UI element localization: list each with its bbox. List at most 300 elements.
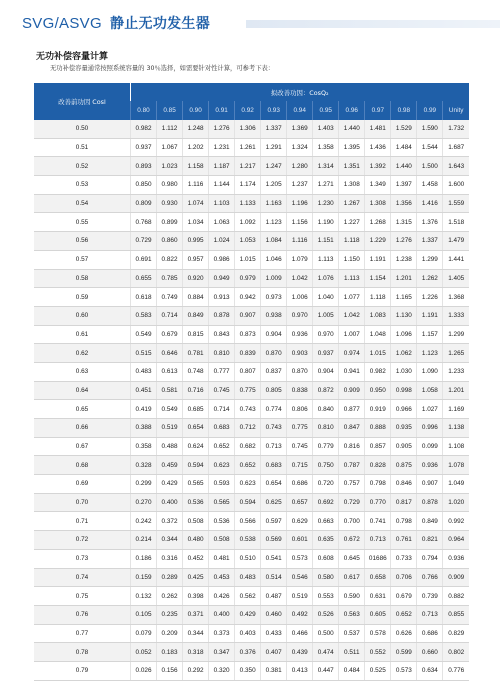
table-cell: 1.395 <box>339 138 365 157</box>
table-cell: 1.092 <box>235 213 261 232</box>
table-row <box>34 120 469 138</box>
table-cell: 1.074 <box>183 194 209 213</box>
table-cell: 0.815 <box>183 325 209 344</box>
row-label: 0.50 <box>34 120 131 138</box>
table-cell: 0.549 <box>157 400 183 419</box>
table-cell: 1.113 <box>313 250 339 269</box>
title-decoration-bar <box>246 20 500 28</box>
table-cell: 1.150 <box>339 250 365 269</box>
table-cell: 0.884 <box>183 288 209 307</box>
table-cell: 0.623 <box>209 456 235 475</box>
table-row <box>34 138 469 157</box>
table-cell: 0.459 <box>157 456 183 475</box>
table-cell: 1.156 <box>287 213 313 232</box>
table-cell: 0.626 <box>391 624 417 643</box>
table-cell: 1.130 <box>391 306 417 325</box>
table-cell: 1.030 <box>391 362 417 381</box>
table-cell: 1.058 <box>417 381 443 400</box>
table-cell: 1.202 <box>183 138 209 157</box>
table-row <box>34 176 469 195</box>
table-cell: 0.877 <box>339 400 365 419</box>
table-cell: 0.605 <box>365 605 391 624</box>
table-cell: 0.816 <box>339 437 365 456</box>
table-cell: 1.308 <box>365 194 391 213</box>
table-cell: 0.652 <box>209 437 235 456</box>
table-cell: 0.388 <box>131 419 157 438</box>
table-cell: 1.005 <box>313 306 339 325</box>
table-cell: 0.214 <box>131 531 157 550</box>
table-cell: 0.817 <box>391 493 417 512</box>
table-cell: 0.372 <box>157 512 183 531</box>
table-cell: 1.351 <box>339 157 365 176</box>
table-cell: 0.941 <box>339 362 365 381</box>
table-cell: 0.733 <box>391 549 417 568</box>
table-cell: 0.903 <box>287 344 313 363</box>
table-cell: 0.433 <box>261 624 287 643</box>
table-cell: 0.526 <box>313 605 339 624</box>
table-cell: 0.500 <box>313 624 339 643</box>
table-cell: 0.634 <box>417 661 443 680</box>
row-label: 0.68 <box>34 456 131 475</box>
table-cell: 0.770 <box>365 493 391 512</box>
table-cell: 0.878 <box>417 493 443 512</box>
table-cell: 0.839 <box>235 344 261 363</box>
table-cell: 0.913 <box>209 288 235 307</box>
table-row <box>34 531 469 550</box>
table-cell: 0.519 <box>157 419 183 438</box>
table-cell: 0.541 <box>261 549 287 568</box>
row-label: 0.54 <box>34 194 131 213</box>
table-row <box>34 250 469 269</box>
table-cell: 0.617 <box>339 568 365 587</box>
table-cell: 0.785 <box>157 269 183 288</box>
table-cell: 0.235 <box>157 605 183 624</box>
table-cell: 0.515 <box>131 344 157 363</box>
table-cell: 0.757 <box>339 475 365 494</box>
table-cell: 0.716 <box>183 381 209 400</box>
table-row <box>34 400 469 419</box>
table-cell: 0.270 <box>131 493 157 512</box>
table-cell: 0.657 <box>287 493 313 512</box>
row-label: 0.75 <box>34 587 131 606</box>
table-cell: 0.919 <box>365 400 391 419</box>
table-cell: 0.847 <box>339 419 365 438</box>
table-cell: 0.720 <box>313 475 339 494</box>
table-cell: 0.905 <box>391 437 417 456</box>
table-cell: 0.289 <box>157 568 183 587</box>
title-cn: 静止无功发生器 <box>109 16 211 32</box>
table-cell: 1.600 <box>443 176 469 195</box>
table-cell: 0.810 <box>209 344 235 363</box>
row-label: 0.51 <box>34 138 131 157</box>
table-cell: 0.714 <box>157 306 183 325</box>
table-cell: 0.828 <box>365 456 391 475</box>
table-cell: 0.581 <box>157 381 183 400</box>
table-cell: 0.745 <box>287 437 313 456</box>
table-cell: 1.169 <box>443 400 469 419</box>
table-cell: 0.822 <box>157 250 183 269</box>
table-cell: 0.691 <box>131 250 157 269</box>
table-cell: 0.986 <box>209 250 235 269</box>
table-cell: 0.982 <box>365 362 391 381</box>
section-title: 无功补偿容量计算 <box>36 52 109 62</box>
table-cell: 0.875 <box>391 456 417 475</box>
table-cell: 0.318 <box>183 643 209 662</box>
table-cell: 0.480 <box>183 531 209 550</box>
table-cell: 0.514 <box>261 568 287 587</box>
table-cell: 1.163 <box>261 194 287 213</box>
column-header: 0.99 <box>417 101 443 120</box>
table-cell: 1.042 <box>287 269 313 288</box>
table-cell: 0.838 <box>287 381 313 400</box>
table-cell: 0.672 <box>339 531 365 550</box>
table-cell: 0.580 <box>313 568 339 587</box>
table-cell: 0.156 <box>157 661 183 680</box>
table-cell: 1.237 <box>287 176 313 195</box>
row-label: 0.77 <box>34 624 131 643</box>
table-cell: 1.118 <box>365 288 391 307</box>
table-cell: 0.618 <box>131 288 157 307</box>
table-row <box>34 419 469 438</box>
table-cell: 0.413 <box>287 661 313 680</box>
table-cell: 1.063 <box>209 213 235 232</box>
table-cell: 0.872 <box>313 381 339 400</box>
table-cell: 0.373 <box>209 624 235 643</box>
table-cell: 0.447 <box>313 661 339 680</box>
table-cell: 0.624 <box>183 437 209 456</box>
table-cell: 0.849 <box>183 306 209 325</box>
table-cell: 0.802 <box>443 643 469 662</box>
table-cell: 0.729 <box>339 493 365 512</box>
table-cell: 0.686 <box>417 624 443 643</box>
table-cell: 1.271 <box>313 176 339 195</box>
table-cell: 0.105 <box>131 605 157 624</box>
table-cell: 0.159 <box>131 568 157 587</box>
table-cell: 0.429 <box>157 475 183 494</box>
table-cell: 0.511 <box>339 643 365 662</box>
table-cell: 0.492 <box>287 605 313 624</box>
table-cell: 0.686 <box>287 475 313 494</box>
table-cell: 1.083 <box>365 306 391 325</box>
table-cell: 1.405 <box>443 269 469 288</box>
table-row <box>34 288 469 307</box>
table-row <box>34 605 469 624</box>
table-row <box>34 568 469 587</box>
table-cell: 0.663 <box>313 512 339 531</box>
table-cell: 0.328 <box>131 456 157 475</box>
row-label: 0.78 <box>34 643 131 662</box>
table-cell: 0.936 <box>287 325 313 344</box>
table-cell: 0.692 <box>313 493 339 512</box>
row-label: 0.52 <box>34 157 131 176</box>
table-cell: 0.970 <box>313 325 339 344</box>
table-row <box>34 661 469 680</box>
table-row <box>34 325 469 344</box>
table-cell: 1.280 <box>287 157 313 176</box>
table-cell: 0.840 <box>313 400 339 419</box>
table-cell: 0.347 <box>209 643 235 662</box>
table-cell: 0.398 <box>183 587 209 606</box>
table-cell: 1.034 <box>183 213 209 232</box>
table-cell: 0.950 <box>365 381 391 400</box>
table-cell: 0.483 <box>131 362 157 381</box>
table-cell: 1.230 <box>313 194 339 213</box>
table-cell: 1.113 <box>339 269 365 288</box>
table-cell: 0.949 <box>209 269 235 288</box>
table-cell: 0.745 <box>209 381 235 400</box>
table-cell: 0.936 <box>443 549 469 568</box>
table-cell: 0.599 <box>391 643 417 662</box>
table-cell: 0.299 <box>131 475 157 494</box>
table-cell: 1.337 <box>417 232 443 251</box>
table-cell: 1.133 <box>235 194 261 213</box>
table-row <box>34 624 469 643</box>
table-cell: 1.233 <box>443 362 469 381</box>
table-cell: 0.079 <box>131 624 157 643</box>
table-cell: 1.079 <box>287 250 313 269</box>
table-cell: 0.860 <box>157 232 183 251</box>
table-cell: 1.053 <box>235 232 261 251</box>
table-cell: 1.441 <box>443 250 469 269</box>
table-cell: 0.183 <box>157 643 183 662</box>
table-cell: 0.683 <box>209 419 235 438</box>
table-cell: 0.855 <box>443 605 469 624</box>
table-cell: 1.020 <box>443 493 469 512</box>
table-cell: 1.440 <box>339 120 365 138</box>
table-row <box>34 194 469 213</box>
table-cell: 1.500 <box>417 157 443 176</box>
table-cell: 1.306 <box>235 120 261 138</box>
row-label: 0.79 <box>34 661 131 680</box>
table-cell: 0.713 <box>365 531 391 550</box>
table-cell: 1.116 <box>287 232 313 251</box>
table-cell: 1.116 <box>183 176 209 195</box>
table-cell: 0.982 <box>131 120 157 138</box>
row-label: 0.53 <box>34 176 131 195</box>
table-cell: 1.024 <box>209 232 235 251</box>
table-row <box>34 213 469 232</box>
row-label: 0.58 <box>34 269 131 288</box>
column-header: 0.95 <box>313 101 339 120</box>
table-cell: 0.376 <box>235 643 261 662</box>
table-cell: 0.593 <box>209 475 235 494</box>
table-cell: 0.546 <box>287 568 313 587</box>
column-header: 0.97 <box>365 101 391 120</box>
table-cell: 1.096 <box>391 325 417 344</box>
table-cell: 0.645 <box>339 549 365 568</box>
table-cell: 0.052 <box>131 643 157 662</box>
table-cell: 0.938 <box>261 306 287 325</box>
table-cell: 1.205 <box>261 176 287 195</box>
table-cell: 0.407 <box>261 643 287 662</box>
table-cell: 0.625 <box>261 493 287 512</box>
table-row <box>34 493 469 512</box>
table-cell: 1.403 <box>313 120 339 138</box>
table-cell: 1.229 <box>365 232 391 251</box>
table-cell: 0.487 <box>261 587 287 606</box>
table-cell: 0.594 <box>183 456 209 475</box>
table-row <box>34 362 469 381</box>
table-cell: 0.660 <box>417 643 443 662</box>
row-label: 0.70 <box>34 493 131 512</box>
table-cell: 0.909 <box>339 381 365 400</box>
table-cell: 0.562 <box>235 587 261 606</box>
table-cell: 1.356 <box>391 194 417 213</box>
table-cell: 0.920 <box>183 269 209 288</box>
table-cell: 0.578 <box>365 624 391 643</box>
table-cell: 0.974 <box>339 344 365 363</box>
table-cell: 0.798 <box>365 475 391 494</box>
table-cell: 0.683 <box>261 456 287 475</box>
table-cell: 1.324 <box>287 138 313 157</box>
table-cell: 1.559 <box>443 194 469 213</box>
table-cell: 0.350 <box>235 661 261 680</box>
table-cell: 0.623 <box>235 475 261 494</box>
table-cell: 0.888 <box>365 419 391 438</box>
table-cell: 1.333 <box>443 306 469 325</box>
table-cell: 1.337 <box>261 120 287 138</box>
table-cell: 0.966 <box>391 400 417 419</box>
table-cell: 0.344 <box>183 624 209 643</box>
table-cell: 1.416 <box>417 194 443 213</box>
table-cell: 0.613 <box>157 362 183 381</box>
table-cell: 0.358 <box>131 437 157 456</box>
row-label: 0.63 <box>34 362 131 381</box>
table-cell: 0.776 <box>443 661 469 680</box>
table-cell: 1.268 <box>365 213 391 232</box>
table-cell: 1.191 <box>365 250 391 269</box>
table-cell: 0.907 <box>417 475 443 494</box>
table-cell: 0.980 <box>157 176 183 195</box>
table-cell: 1.458 <box>417 176 443 195</box>
table-cell: 1.217 <box>235 157 261 176</box>
table-cell: 0.909 <box>443 568 469 587</box>
table-cell: 0.930 <box>157 194 183 213</box>
table-cell: 1.165 <box>391 288 417 307</box>
table-cell: 0.904 <box>313 362 339 381</box>
table-cell: 0.601 <box>287 531 313 550</box>
section-description: 无功补偿容量通常按照系统容量的 30％选择，如需要针对性计算，可参考下表： <box>50 65 275 72</box>
row-label: 0.71 <box>34 512 131 531</box>
table-cell: 0.451 <box>131 381 157 400</box>
table-cell: 0.646 <box>157 344 183 363</box>
table-cell: 0.320 <box>209 661 235 680</box>
table-row <box>34 232 469 251</box>
table-cell: 0.381 <box>261 661 287 680</box>
table-cell: 1.227 <box>339 213 365 232</box>
table-cell: 0.899 <box>157 213 183 232</box>
table-cell: 0.583 <box>131 306 157 325</box>
table-cell: 0.882 <box>443 587 469 606</box>
table-cell: 1.077 <box>339 288 365 307</box>
table-cell: 1.201 <box>391 269 417 288</box>
table-cell: 0.536 <box>209 512 235 531</box>
table-cell: 0.970 <box>287 306 313 325</box>
table-cell: 0.766 <box>417 568 443 587</box>
table-cell: 0.565 <box>183 475 209 494</box>
table-cell: 1.187 <box>209 157 235 176</box>
table-cell: 0.741 <box>365 512 391 531</box>
table-cell: 0.936 <box>417 456 443 475</box>
table-cell: 0.026 <box>131 661 157 680</box>
table-cell: 1.023 <box>157 157 183 176</box>
table-cell: 0.685 <box>183 400 209 419</box>
table-cell: 0.748 <box>183 362 209 381</box>
column-header: 0.96 <box>339 101 365 120</box>
table-row <box>34 475 469 494</box>
row-label: 0.61 <box>34 325 131 344</box>
table-cell: 0.563 <box>339 605 365 624</box>
row-label: 0.59 <box>34 288 131 307</box>
table-cell: 1.397 <box>391 176 417 195</box>
table-cell: 0.553 <box>313 587 339 606</box>
table-cell: 0.403 <box>235 624 261 643</box>
table-cell: 0.992 <box>443 512 469 531</box>
table-cell: 1.376 <box>417 213 443 232</box>
table-cell: 1.315 <box>391 213 417 232</box>
table-cell: 1.118 <box>339 232 365 251</box>
table-cell: 0.292 <box>183 661 209 680</box>
table-cell: 0.777 <box>209 362 235 381</box>
table-cell: 0.996 <box>417 419 443 438</box>
table-cell: 1.067 <box>157 138 183 157</box>
table-cell: 0.779 <box>313 437 339 456</box>
table-cell: 1.481 <box>365 120 391 138</box>
table-cell: 1.103 <box>209 194 235 213</box>
table-cell: 0.935 <box>391 419 417 438</box>
table-cell: 1.479 <box>443 232 469 251</box>
table-cell: 1.226 <box>417 288 443 307</box>
table-cell: 1.006 <box>287 288 313 307</box>
table-cell: 0.510 <box>235 549 261 568</box>
table-cell: 0.805 <box>261 381 287 400</box>
table-cell: 1.049 <box>443 475 469 494</box>
table-cell: 1.368 <box>443 288 469 307</box>
table-cell: 0.794 <box>417 549 443 568</box>
table-cell: 0.878 <box>209 306 235 325</box>
table-cell: 0.132 <box>131 587 157 606</box>
table-cell: 0.775 <box>287 419 313 438</box>
table-row <box>34 437 469 456</box>
row-label: 0.60 <box>34 306 131 325</box>
table-cell: 1.276 <box>391 232 417 251</box>
table-cell: 0.907 <box>235 306 261 325</box>
table-cell: 0.679 <box>157 325 183 344</box>
table-cell: 0.549 <box>131 325 157 344</box>
table-cell: 1.027 <box>417 400 443 419</box>
table-cell: 0.658 <box>365 568 391 587</box>
table-cell: 0.262 <box>157 587 183 606</box>
table-cell: 0.937 <box>131 138 157 157</box>
table-cell: 0.957 <box>183 250 209 269</box>
table-cell: 1.518 <box>443 213 469 232</box>
row-label: 0.67 <box>34 437 131 456</box>
table-cell: 1.112 <box>157 120 183 138</box>
row-label: 0.66 <box>34 419 131 438</box>
table-cell: 0.597 <box>261 512 287 531</box>
table-cell: 1.358 <box>313 138 339 157</box>
table-cell: 1.157 <box>417 325 443 344</box>
table-row <box>34 643 469 662</box>
table-cell: 0.998 <box>391 381 417 400</box>
table-cell: 1.392 <box>365 157 391 176</box>
table-cell: 1.123 <box>261 213 287 232</box>
table-cell: 0.537 <box>339 624 365 643</box>
column-header: 0.94 <box>287 101 313 120</box>
column-header: 0.91 <box>209 101 235 120</box>
table-cell: 0.400 <box>157 493 183 512</box>
table-row <box>34 456 469 475</box>
